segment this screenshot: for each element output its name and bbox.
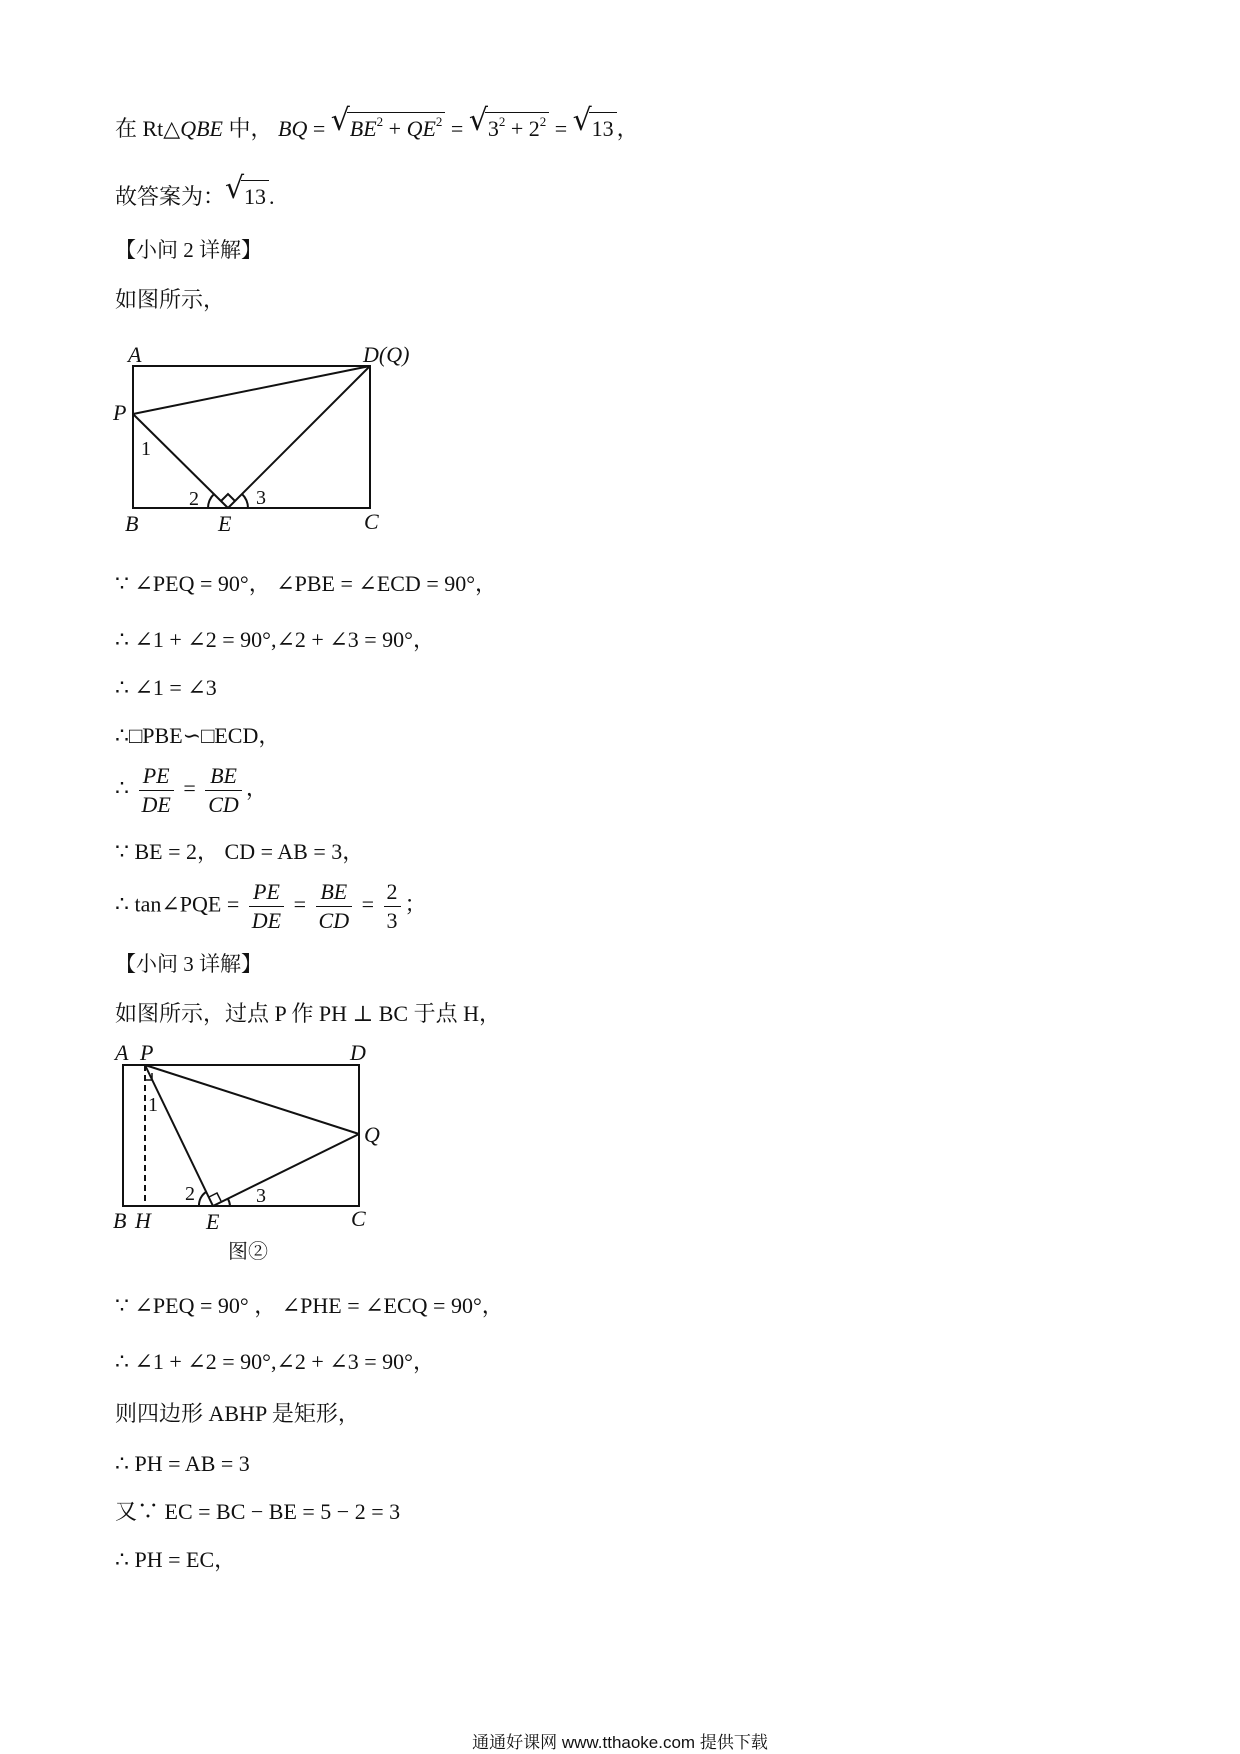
- s2-line3: ∴ ∠1 = ∠3: [115, 675, 217, 700]
- label-angle-2: 2: [189, 488, 199, 510]
- fraction-pe-de: $\frac{PE}{DE}$: [139, 762, 174, 819]
- s2-line7: ∴ tan∠PQE = $\frac{PE}{DE}$ = $\frac{BE}{CD}$ = $\frac{2}{3}$ ；: [115, 879, 427, 933]
- intro-part3: 如图所示，过点 P 作 PH ⊥ BC 于点 H，: [115, 1001, 501, 1026]
- footer-watermark: 通通好课网 www.tthaoke.com 提供下载: [472, 1733, 768, 1752]
- heading-part2: 【小问 2 详解】: [115, 238, 262, 262]
- s3-line5: 又∵ EC = BC − BE = 5 − 2 = 3: [115, 1499, 401, 1524]
- heading-part3: 【小问 3 详解】: [115, 952, 262, 976]
- label-angle-1: 1: [141, 438, 151, 460]
- s3-line4: ∴ PH = AB = 3: [115, 1451, 250, 1476]
- s3-line6: ∴ PH = EC，: [115, 1547, 237, 1572]
- label-a: A: [128, 342, 142, 367]
- answer-line: 故答案为： √ 13 .: [115, 171, 275, 209]
- segment-pe-2: [145, 1065, 213, 1206]
- fraction-be-cd-2: $\frac{BE}{CD}$: [316, 878, 353, 935]
- s3-line1: ∵ ∠PEQ = 90° ， ∠PHE = ∠ECQ = 90°，: [115, 1293, 504, 1318]
- label-e: E: [218, 511, 232, 536]
- equation-bq: 在 Rt△QBE 中， BQ = √ $BE^2 + QE^2$ = √ $3^2 + 2^2$ = √ 13 ，: [115, 103, 639, 141]
- segment-eq: [213, 1134, 359, 1206]
- segment-pq: [145, 1065, 359, 1134]
- s2-line2: ∴ ∠1 + ∠2 = 90°,∠2 + ∠3 = 90°，: [115, 627, 435, 652]
- arc-angle-2b: [199, 1192, 206, 1206]
- fraction-be-cd: $\frac{BE}{CD}$: [205, 762, 242, 819]
- s3-line2: ∴ ∠1 + ∠2 = 90°,∠2 + ∠3 = 90°，: [115, 1349, 435, 1374]
- sqrt-expression: √ $BE^2 + QE^2$: [331, 112, 446, 143]
- fraction-2-3: $\frac{2}{3}$: [384, 878, 401, 935]
- label-d: D(Q): [363, 342, 410, 367]
- fraction-pe-de-2: $\frac{PE}{DE}$: [249, 878, 284, 935]
- label-q2: Q: [364, 1122, 380, 1147]
- label-p: P: [113, 400, 127, 425]
- sqrt-result: √ 13: [573, 112, 617, 143]
- label-p2: P: [140, 1040, 154, 1065]
- s3-line3: 则四边形 ABHP 是矩形，: [115, 1401, 360, 1426]
- label-angle-3b: 3: [256, 1185, 266, 1207]
- arc-angle-3b: [228, 1199, 230, 1206]
- label-c2: C: [351, 1206, 366, 1231]
- intro-part2: 如图所示，: [115, 287, 226, 312]
- figure-caption: 图②: [228, 1241, 268, 1263]
- s2-line5: ∴ $\frac{PE}{DE}$ = $\frac{BE}{CD}$ ，: [115, 763, 268, 817]
- answer-sqrt: √ 13: [225, 180, 269, 211]
- s2-line4: ∴□PBE∽□ECD，: [115, 723, 281, 748]
- rectangle-abcd-2: [123, 1065, 359, 1206]
- sqrt-numeric: √ $3^2 + 2^2$: [469, 112, 549, 143]
- label-c: C: [364, 509, 379, 534]
- label-h2: H: [135, 1208, 151, 1233]
- label-angle-1b: 1: [148, 1094, 158, 1116]
- s2-line6: ∵ BE = 2， CD = AB = 3，: [115, 839, 365, 864]
- label-b: B: [125, 511, 139, 536]
- label-b2: B: [113, 1208, 127, 1233]
- label-angle-3: 3: [256, 487, 266, 509]
- label-e2: E: [206, 1209, 220, 1234]
- label-d2: D: [350, 1040, 366, 1065]
- label-angle-2b: 2: [185, 1183, 195, 1205]
- label-a2: A: [115, 1040, 129, 1065]
- s2-line1: ∵ ∠PEQ = 90°， ∠PBE = ∠ECD = 90°，: [115, 571, 498, 596]
